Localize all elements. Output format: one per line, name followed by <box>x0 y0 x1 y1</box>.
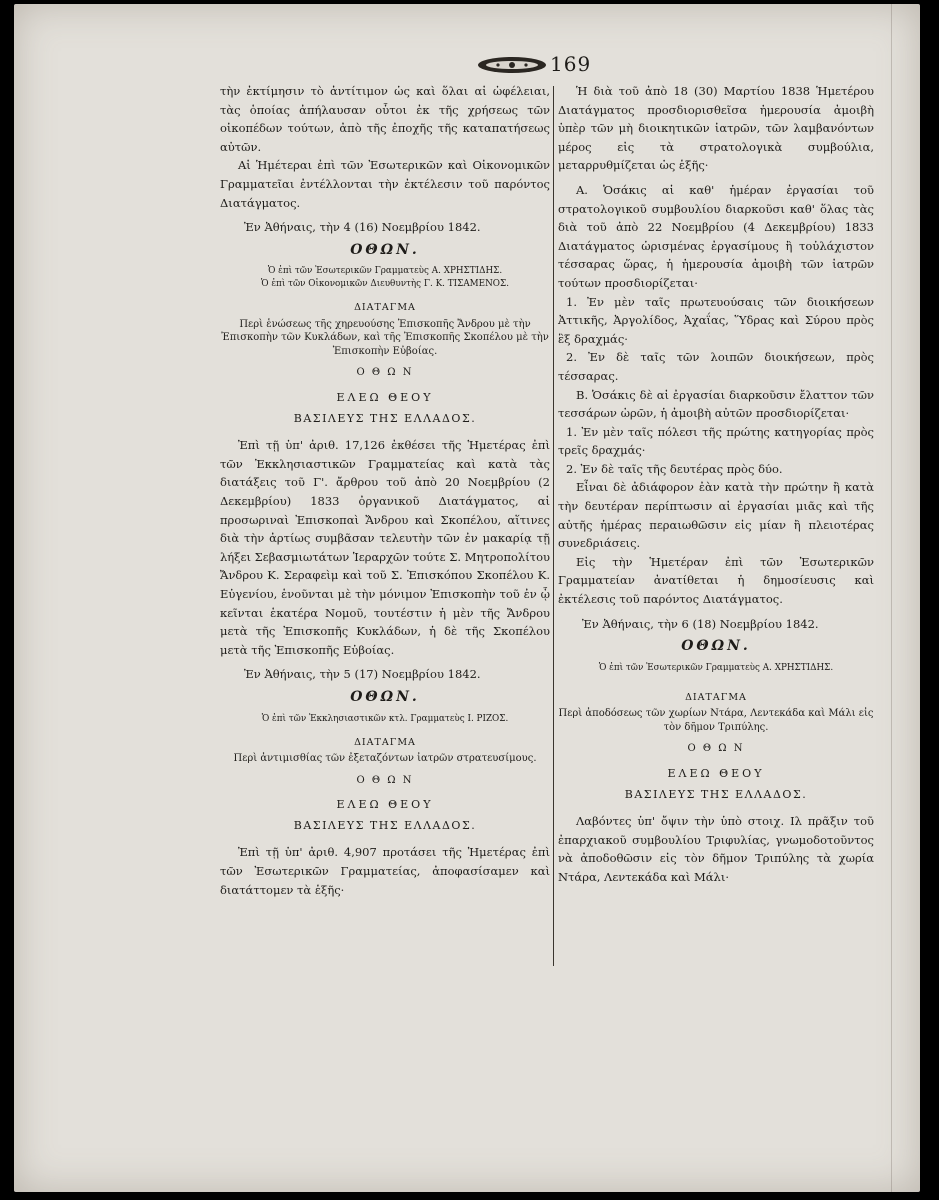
decree-subject: Περὶ ἑνώσεως τῆς χηρευούσης Ἐπισκοπῆς Ἄνδρου μὲ τὴν Ἐπισκοπὴν τῶν Κυκλάδων, καὶ τῆς Ἐπισκοπῆς Σκοπέλου μὲ τὴν Ἐπισκοπὴν Εὐβοίας. <box>221 318 549 357</box>
decree-heading: ΔΙΑΤΑΓΜΑ <box>354 302 416 314</box>
paragraph: Α. Ὁσάκις αἱ καθ' ἡμέραν ἐργασίαι τοῦ στρατολογικοῦ συμβουλίου διαρκοῦσι καθ' ὅλας τὰς διὰ τοῦ ἀπὸ 22 Νοεμβρίου (4 Δεκεμβρίου) 1833 Διατάγματος ὡρισμένας ἐργασίμους ἢ τοὐλάχιστον τέσσαρας ὥρας, ἡ ἡμερουσία ἀμοιβὴ τῶν ἰατρῶν τούτων προσδιορίζεται· <box>558 182 874 290</box>
decree-date: Ἐν Ἀθήναις, τὴν 5 (17) Νοεμβρίου 1842. <box>244 667 481 682</box>
king-title: ΒΑΣΙΛΕΥΣ ΤΗΣ ΕΛΛΑΔΟΣ. <box>624 787 808 801</box>
king-name: Ο Θ Ω Ν <box>356 367 414 379</box>
decree-date: Ἐν Ἀθήναις, τὴν 4 (16) Νοεμβρίου 1842. <box>244 220 481 235</box>
list-item: 2. Ἐν δὲ ταῖς τῆς δευτέρας πρὸς δύο. <box>566 461 783 476</box>
king-name: Ο Θ Ω Ν <box>687 743 745 755</box>
page-number: 169 <box>550 52 592 76</box>
king-signature: ΟΘΩΝ. <box>350 688 420 705</box>
paragraph: Εἶναι δὲ ἀδιάφορον ἐὰν κατὰ τὴν πρώτην ἢ κατὰ τὴν δευτέραν περίπτωσιν αἱ ἐργασίαι μιᾶς καὶ τῆς αὐτῆς ἡμέρας περαιωθῶσιν εἰς μίαν ἢ πλειοτέρας συνεδριάσεις. <box>558 480 874 551</box>
paragraph: Ἡ διὰ τοῦ ἀπὸ 18 (30) Μαρτίου 1838 Ἡμετέρου Διατάγματος προσδιορισθεῖσα ἡμερουσία ἀμοιβὴ ὑπὲρ τῶν μὴ διοικητικῶν ἰατρῶν, τῶν λαμβανόντων μέρος εἰς τὰ στρατολογικὰ συμβούλια, μεταρρυθμίζεται ὡς ἑξῆς· <box>558 84 874 173</box>
paragraph: Ἐπὶ τῇ ὑπ' ἀριθ. 4,907 προτάσει τῆς Ἡμετέρας ἐπὶ τῶν Ἐσωτερικῶν Γραμματείας, ἀποφασίσαμεν καὶ διατάττομεν τὰ ἑξῆς· <box>220 845 550 897</box>
minister-signature: Ὁ ἐπὶ τῶν Ἐκκλησιαστικῶν κτλ. Γραμματεὺς Ι. ΡΙΖΟΣ. <box>261 713 509 724</box>
decree-date: Ἐν Ἀθήναις, τὴν 6 (18) Νοεμβρίου 1842. <box>582 616 819 631</box>
paragraph: Αἱ Ἡμέτεραι ἐπὶ τῶν Ἐσωτερικῶν καὶ Οἰκονομικῶν Γραμματεῖαι ἐντέλλονται τὴν ἐκτέλεσιν τοῦ παρόντος Διατάγματος. <box>220 158 550 210</box>
grace-of-god: ΕΛΕΩ ΘΕΟΥ <box>336 391 434 405</box>
minister-signature: Ὁ ἐπὶ τῶν Ἐσωτερικῶν Γραμματεὺς Α. ΧΡΗΣΤΙΔΗΣ. <box>267 266 503 277</box>
left-column <box>220 82 550 899</box>
decree-heading: ΔΙΑΤΑΓΜΑ <box>685 691 747 703</box>
grace-of-god: ΕΛΕΩ ΘΕΟΥ <box>667 767 765 780</box>
column-divider <box>553 86 554 966</box>
minister-signature: Ὁ ἐπὶ τῶν Οἰκονομικῶν Διευθυντὴς Γ. Κ. ΤΙΣΑΜΕΝΟΣ. <box>260 279 510 290</box>
list-item: 2. Ἐν δὲ ταῖς τῶν λοιπῶν διοικήσεων, πρὸς τέσσαρας. <box>558 350 874 383</box>
paragraph: Β. Ὁσάκις δὲ αἱ ἐργασίαι διαρκοῦσιν ἔλαττον τῶν τεσσάρων ὡρῶν, ἡ ἀμοιβὴ αὐτῶν προσδιορίζεται· <box>558 387 874 421</box>
king-name: Ο Θ Ω Ν <box>356 774 414 786</box>
decorative-ornament-icon <box>476 54 548 76</box>
list-item: 1. Ἐν μὲν ταῖς πρωτευούσαις τῶν διοικήσεων Ἀττικῆς, Ἀργολίδος, Ἀχαΐας, Ὕδρας καὶ Σύρου πρὸς ἓξ δραχμάς· <box>558 294 874 346</box>
paragraph: Εἰς τὴν Ἡμετέραν ἐπὶ τῶν Ἐσωτερικῶν Γραμματείαν ἀνατίθεται ἡ δημοσίευσις καὶ ἐκτέλεσις τοῦ παρόντος Διατάγματος. <box>558 554 874 607</box>
paper-page <box>14 4 920 1192</box>
minister-signature: Ὁ ἐπὶ τῶν Ἐσωτερικῶν Γραμματεὺς Α. ΧΡΗΣΤΙΔΗΣ. <box>598 662 834 673</box>
decree-subject: Περὶ ἀντιμισθίας τῶν ἐξεταζόντων ἰατρῶν στρατευσίμους. <box>233 753 537 765</box>
list-item: 1. Ἐν μὲν ταῖς πόλεσι τῆς πρώτης κατηγορίας πρὸς τρεῖς δραχμάς· <box>558 424 874 458</box>
decree-heading: ΔΙΑΤΑΓΜΑ <box>354 736 416 748</box>
decree-subject: Περὶ ἀποδόσεως τῶν χωρίων Ντάρα, Λεντεκάδα καὶ Μάλι εἰς τὸν δῆμον Τριπύλης. <box>558 708 874 733</box>
king-title: ΒΑΣΙΛΕΥΣ ΤΗΣ ΕΛΛΑΔΟΣ. <box>293 411 477 425</box>
paragraph: τὴν ἐκτίμησιν τὸ ἀντίτιμον ὡς καὶ ὅλαι αἱ ὠφέλειαι, τὰς ὁποίας ἀπήλαυσαν οὗτοι ἐκ τῆς χρήσεως τῶν οἰκοπέδων τούτων, ἀπὸ τῆς ἐποχῆς τῆς καταπατήσεως αὐτῶν. <box>220 84 550 154</box>
paragraph: Λαβόντες ὑπ' ὄψιν τὴν ὑπὸ στοιχ. Ιλ πρᾶξιν τοῦ ἐπαρχιακοῦ συμβουλίου Τριφυλίας, γνωμοδοτοῦντος νὰ ἀποδοθῶσιν εἰς τὸν δῆμον Τριπύλης τὰ χωρία Ντάρα, Λεντεκάδα καὶ Μάλι· <box>558 814 874 884</box>
king-title: ΒΑΣΙΛΕΥΣ ΤΗΣ ΕΛΛΑΔΟΣ. <box>293 818 477 832</box>
king-signature: ΟΘΩΝ. <box>681 638 751 655</box>
grace-of-god: ΕΛΕΩ ΘΕΟΥ <box>336 798 434 812</box>
right-column <box>558 82 874 887</box>
paragraph: Ἐπὶ τῇ ὑπ' ἀριθ. 17,126 ἐκθέσει τῆς Ἡμετέρας ἐπὶ τῶν Ἐκκλησιαστικῶν Γραμματείας καὶ κατὰ τὰς διατάξεις τοῦ Γ'. ἄρθρου τοῦ ἀπὸ 20 Νοεμβρίου (2 Δεκεμβρίου) 1833 ὀργανικοῦ Διατάγματος, αἱ προσωριναὶ Ἐπισκοπαὶ Ἄνδρου καὶ Σκοπέλου, αἵτινες διὰ τὴν ἀρτίως συμβᾶσαν τελευτὴν τῶν ἐν μακαρίᾳ τῇ λήξει Σεβασμιωτάτων Ἱεραρχῶν τούτε Σ. Μητροπολίτου Ἄνδρου Κ. Σεραφεὶμ καὶ τοῦ Σ. Ἐπισκόπου Σκοπέλου Κ. Εὐγενίου, ἑνοῦνται μὲ τὴν μόνιμον Ἐπισκοπὴν τοῦ ἐν ᾧ κεῖνται ἑκατέρα Νομοῦ, τουτέστιν ἡ μὲν τῆς Ἄνδρου μετὰ τῆς Ἐπισκοπῆς Κυκλάδων, ἡ δὲ τῆς Σκοπέλου μετὰ τῆς Ἐπισκοπῆς Εὐβοίας. <box>220 438 550 657</box>
king-signature: ΟΘΩΝ. <box>350 241 420 258</box>
